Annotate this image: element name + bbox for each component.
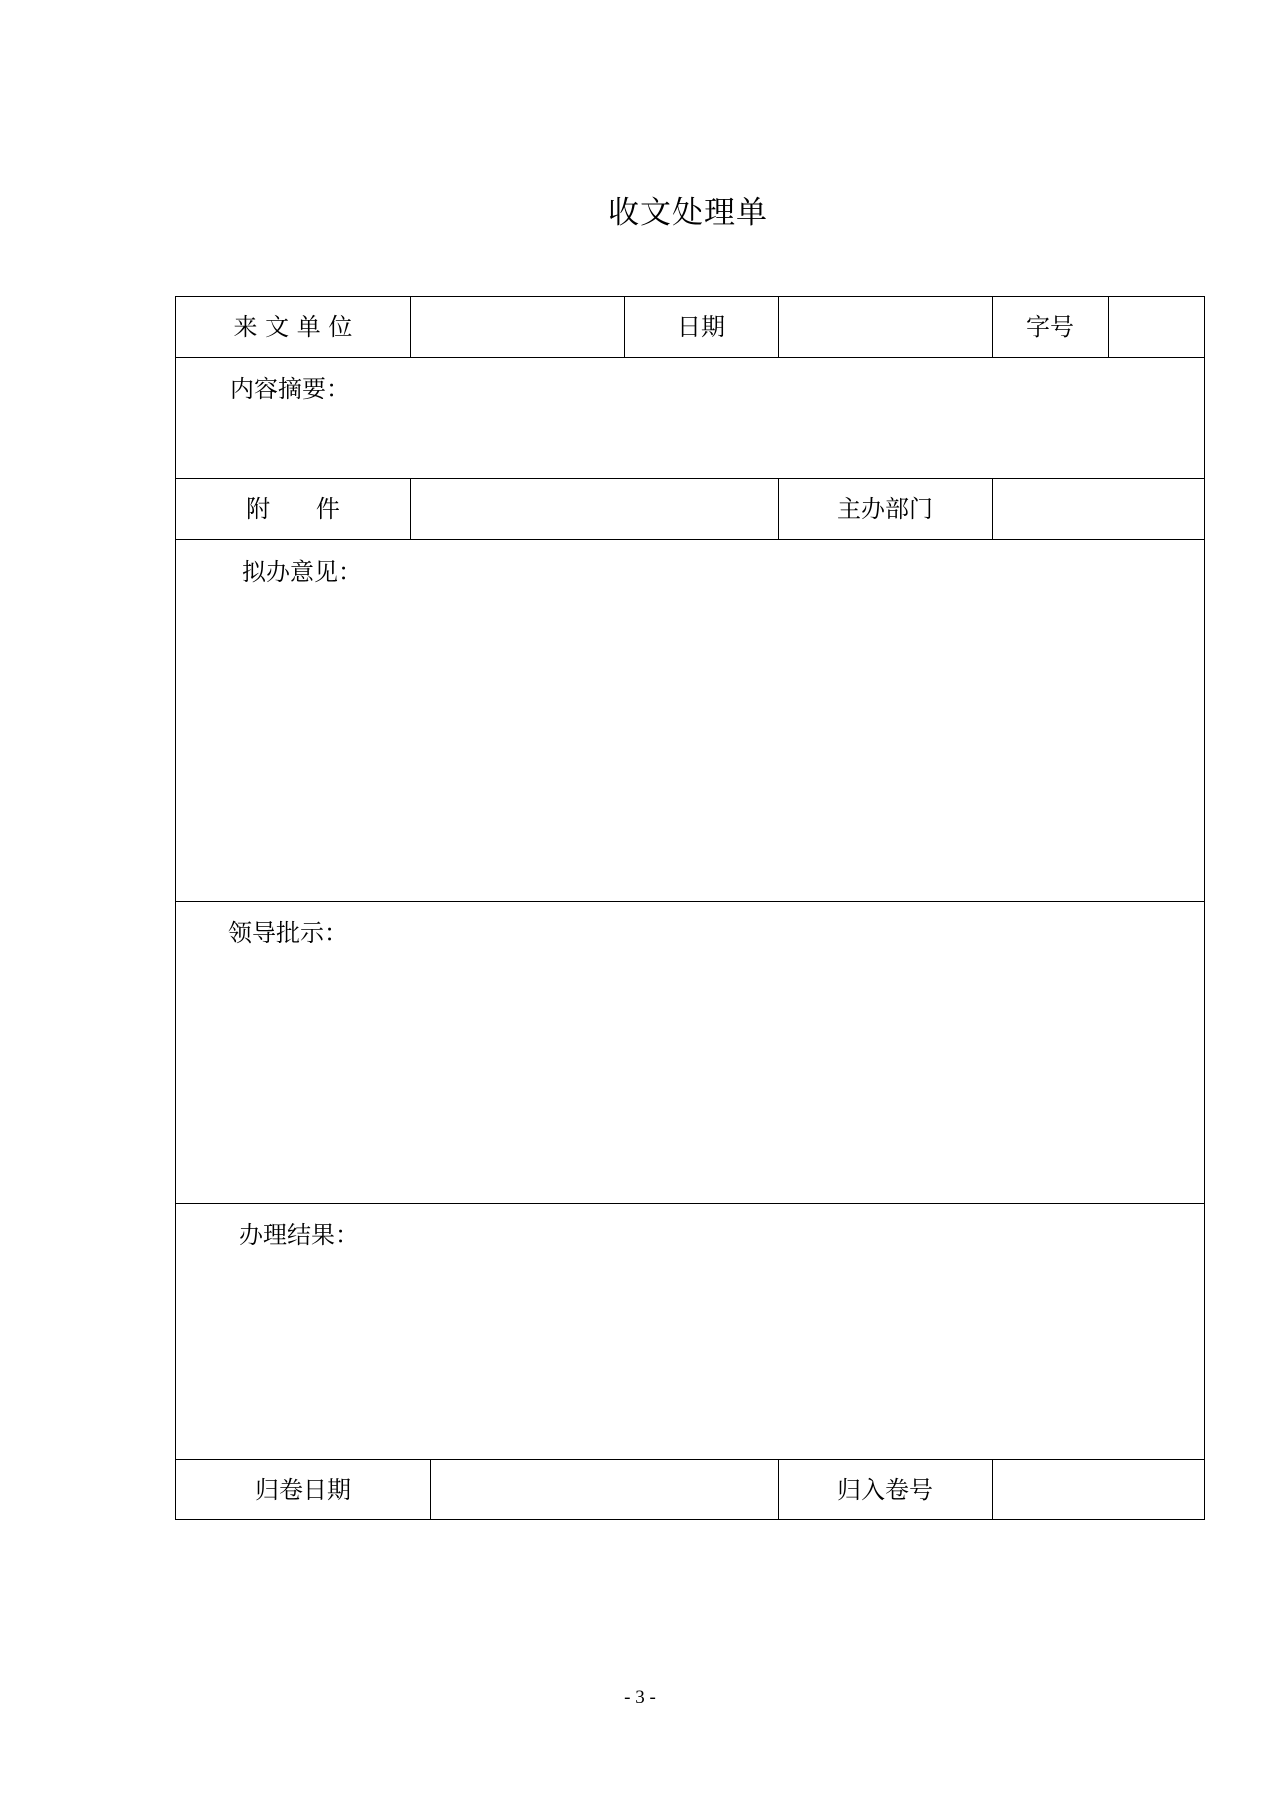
row-divider <box>176 1203 1204 1204</box>
result-label: 办理结果： <box>239 1221 359 1249</box>
date-label: 日期 <box>677 313 725 341</box>
source-unit-label: 来 文 单 位 <box>233 313 353 341</box>
archive-volume-label: 归入卷号 <box>837 1475 933 1504</box>
column-divider <box>410 297 411 357</box>
archive-volume-field[interactable] <box>994 1461 1202 1518</box>
column-divider <box>778 297 779 357</box>
source-unit-field[interactable] <box>412 299 622 355</box>
column-divider <box>430 1459 431 1520</box>
row-divider <box>176 901 1204 902</box>
archive-date-label: 归卷日期 <box>255 1475 351 1504</box>
department-field[interactable] <box>994 480 1202 537</box>
page-number: - 3 - <box>624 1687 656 1708</box>
result-field[interactable] <box>178 1205 1202 1457</box>
attachment-field[interactable] <box>412 480 776 537</box>
page-title: 收文处理单 <box>608 195 768 231</box>
column-divider <box>992 478 993 539</box>
summary-field[interactable] <box>178 359 1202 476</box>
date-field[interactable] <box>780 299 990 355</box>
attachment-label: 附 件 <box>246 494 340 523</box>
summary-label: 内容摘要： <box>230 375 350 403</box>
row-divider <box>176 539 1204 540</box>
receipt-processing-form <box>175 296 1205 1520</box>
proposal-field[interactable] <box>178 541 1202 899</box>
doc-number-label: 字号 <box>1026 313 1074 341</box>
row-divider <box>176 357 1204 358</box>
archive-date-field[interactable] <box>432 1461 776 1518</box>
column-divider <box>992 1459 993 1520</box>
doc-number-field[interactable] <box>1110 299 1202 355</box>
column-divider <box>410 478 411 539</box>
column-divider <box>1108 297 1109 357</box>
leader-instruction-field[interactable] <box>178 903 1202 1201</box>
proposal-label: 拟办意见： <box>242 558 362 586</box>
department-label: 主办部门 <box>837 494 933 523</box>
leader-instruction-label: 领导批示： <box>228 919 348 947</box>
